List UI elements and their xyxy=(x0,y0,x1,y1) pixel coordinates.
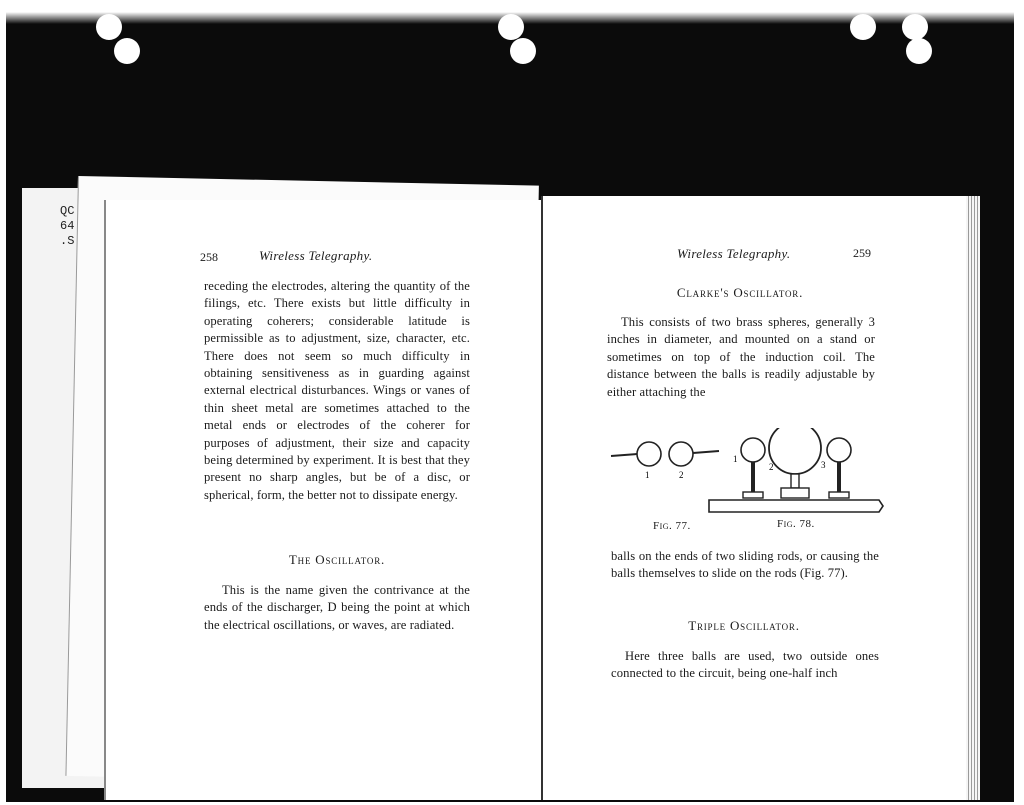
page-edge-stack xyxy=(966,196,980,800)
left-running-title xyxy=(259,248,372,264)
call-number-line: QC xyxy=(60,204,75,218)
fig-78-drawing xyxy=(709,428,883,512)
fig-78-caption: Fig. 78. xyxy=(777,518,815,530)
call-number-line: .S xyxy=(60,234,75,248)
fig-77-drawing xyxy=(611,442,719,480)
right-paragraph-2: balls on the ends of two sliding rods, or causing the balls themselves to slide on the rods (Fig. 77). xyxy=(611,549,879,581)
fig-78-label-2: 2 xyxy=(769,462,774,472)
punch-hole xyxy=(96,14,122,40)
fig-77-label-1: 1 xyxy=(645,470,650,480)
left-page xyxy=(104,200,541,800)
punch-hole xyxy=(498,14,524,40)
punch-hole xyxy=(114,38,140,64)
left-page-number: 258 xyxy=(200,250,218,264)
left-paragraph-1: receding the electrodes, altering the quantity of the filings, etc. There exists but little difficulty in operating coherers; considerable latitude is permissible as to adjustment, size, character, etc. There does not seem so much difficulty in obtaining sensitiveness as in guarding against external electrical disturbances. Wings or vanes of thin sheet metal are sometimes attached to the metal ends or electrodes of the coherer for purposes of adjustment, their size and capacity being determined by experiment. It is best that they present no sharp angles, but be of a disc, or spherical, form, the better not to dissipate energy. xyxy=(204,279,470,502)
right-section-heading-2: Triple Oscillator. xyxy=(688,618,800,633)
left-section-heading: The Oscillator. xyxy=(288,552,386,567)
call-number-label xyxy=(60,204,74,249)
oscillator-figures xyxy=(607,428,897,538)
right-page-number: 259 xyxy=(853,246,871,260)
punch-hole xyxy=(906,38,932,64)
right-page xyxy=(541,196,973,800)
right-running-title xyxy=(677,246,790,262)
punch-hole xyxy=(850,14,876,40)
left-running-title-text: Wireless Telegraphy. xyxy=(259,248,373,263)
punch-hole xyxy=(510,38,536,64)
punch-hole xyxy=(902,14,928,40)
right-section-heading-1: Clarke's Oscillator. xyxy=(676,285,804,300)
fig-77-label-2: 2 xyxy=(679,470,684,480)
right-running-title-text: Wireless Telegraphy. xyxy=(677,246,791,261)
fig-77-caption: Fig. 77. xyxy=(653,520,691,532)
right-paragraph-3: Here three balls are used, two outside ones connected to the circuit, being one-half inch xyxy=(611,649,879,681)
right-paragraph-1: This consists of two brass spheres, generally 3 inches in diameter, and mounted on a stand or sometimes on top of the induction coil. The distance between the balls is readily adjustable by either attaching the xyxy=(607,315,875,399)
fig-78-label-3: 3 xyxy=(821,460,826,470)
left-paragraph-2: This is the name given the contrivance at the ends of the discharger, D being the point at which the electrical oscillations, or waves, are radiated. xyxy=(204,583,470,632)
fig-78-label-1: 1 xyxy=(733,454,738,464)
call-number-line: 64 xyxy=(60,219,75,233)
